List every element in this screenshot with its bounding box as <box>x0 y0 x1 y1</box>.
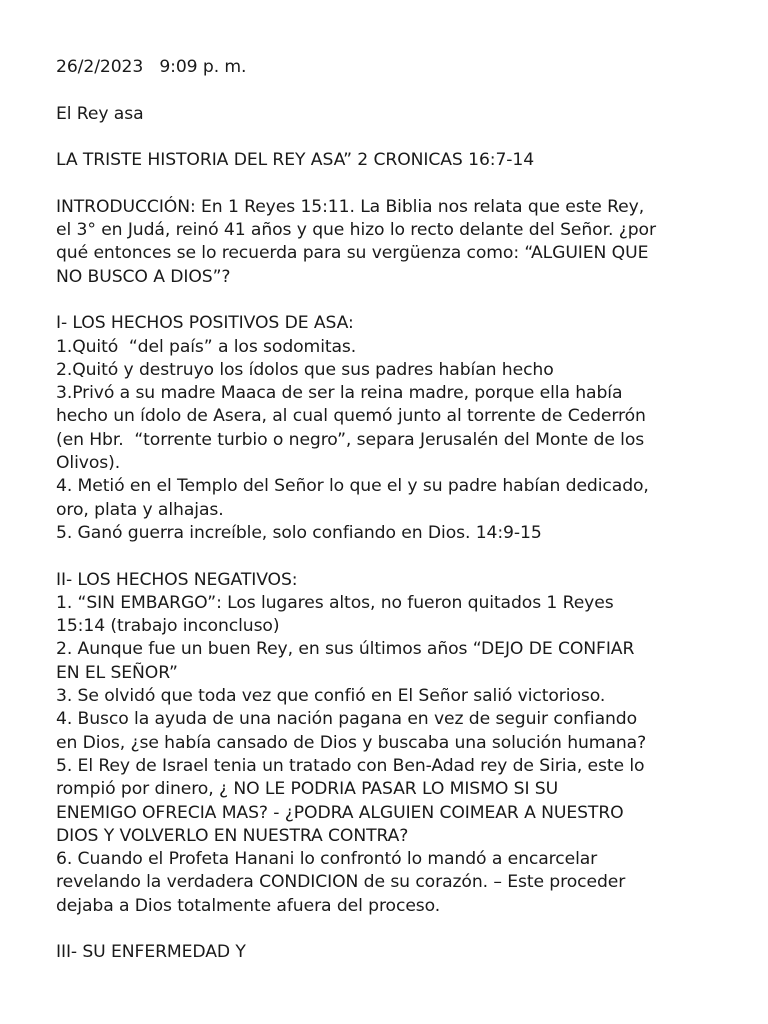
section-negative-acts <box>56 569 716 918</box>
text-line: 2. Aunque fue un buen Rey, en sus últimos años “DEJO DE CONFIAR <box>56 639 635 660</box>
text-line: 2.Quitó y destruyo los ídolos que sus padres habían hecho <box>56 359 554 380</box>
section-illness <box>56 941 716 964</box>
section-heading: III- SU ENFERMEDAD Y <box>56 942 246 963</box>
text-line: 4. Busco la ayuda de una nación pagana en vez de seguir confiando <box>56 709 638 730</box>
spacer <box>56 545 716 568</box>
text-line: DIOS Y VOLVERLO EN NUESTRA CONTRA? <box>56 825 409 846</box>
text-line: 4. Metió en el Templo del Señor lo que el y su padre habían dedicado, <box>56 476 649 497</box>
text-line: hecho un ídolo de Asera, al cual quemó junto al torrente de Cederrón <box>56 406 646 427</box>
text-line: 5. El Rey de Israel tenia un tratado con Ben-Adad rey de Siria, este lo <box>56 755 645 776</box>
spacer <box>56 172 716 195</box>
text-line: INTRODUCCIÓN: En 1 Reyes 15:11. La Biblia nos relata que este Rey, <box>56 196 645 217</box>
text-line: dejaba a Dios totalmente afuera del proceso. <box>56 895 441 916</box>
text-line: 1.Quitó “del país” a los sodomitas. <box>56 336 357 357</box>
text-line: en Dios, ¿se había cansado de Dios y buscaba una solución humana? <box>56 732 647 753</box>
text-line: el 3° en Judá, reinó 41 años y que hizo lo recto delante del Señor. ¿por <box>56 220 656 241</box>
section-positive-acts <box>56 312 716 545</box>
note-datetime: 26/2/2023 9:09 p. m. <box>56 57 247 77</box>
spacer <box>56 79 716 102</box>
spacer <box>56 289 716 312</box>
text-line: 3.Privó a su madre Maaca de ser la reina madre, porque ella había <box>56 383 623 404</box>
intro-paragraph <box>56 196 716 289</box>
text-line: 3. Se olvidó que toda vez que confió en El Señor salió victorioso. <box>56 686 606 707</box>
text-line: EN EL SEÑOR” <box>56 662 178 683</box>
note-document <box>56 56 716 965</box>
note-heading: LA TRISTE HISTORIA DEL REY ASA” 2 CRONICAS 16:7-14 <box>56 150 535 171</box>
text-line: NO BUSCO A DIOS”? <box>56 266 231 287</box>
spacer <box>56 918 716 941</box>
text-line: 6. Cuando el Profeta Hanani lo confrontó lo mandó a encarcelar <box>56 849 598 870</box>
text-line: 5. Ganó guerra increíble, solo confiando en Dios. 14:9-15 <box>56 522 542 543</box>
text-line: qué entonces se lo recuerda para su vergüenza como: “ALGUIEN QUE <box>56 243 649 264</box>
text-line: ENEMIGO OFRECIA MAS? - ¿PODRA ALGUIEN COIMEAR A NUESTRO <box>56 802 624 823</box>
text-line: oro, plata y alhajas. <box>56 499 224 520</box>
text-line: revelando la verdadera CONDICION de su corazón. – Este proceder <box>56 872 626 893</box>
text-line: 1. “SIN EMBARGO”: Los lugares altos, no fueron quitados 1 Reyes <box>56 592 614 613</box>
section-heading: II- LOS HECHOS NEGATIVOS: <box>56 569 298 590</box>
spacer <box>56 126 716 149</box>
text-line: 15:14 (trabajo inconcluso) <box>56 616 280 637</box>
text-line: (en Hbr. “torrente turbio o negro”, separa Jerusalén del Monte de los <box>56 429 645 450</box>
note-title: El Rey asa <box>56 103 144 124</box>
text-line: Olivos). <box>56 453 121 474</box>
section-heading: I- LOS HECHOS POSITIVOS DE ASA: <box>56 313 354 334</box>
text-line: rompió por dinero, ¿ NO LE PODRIA PASAR LO MISMO SI SU <box>56 779 559 800</box>
